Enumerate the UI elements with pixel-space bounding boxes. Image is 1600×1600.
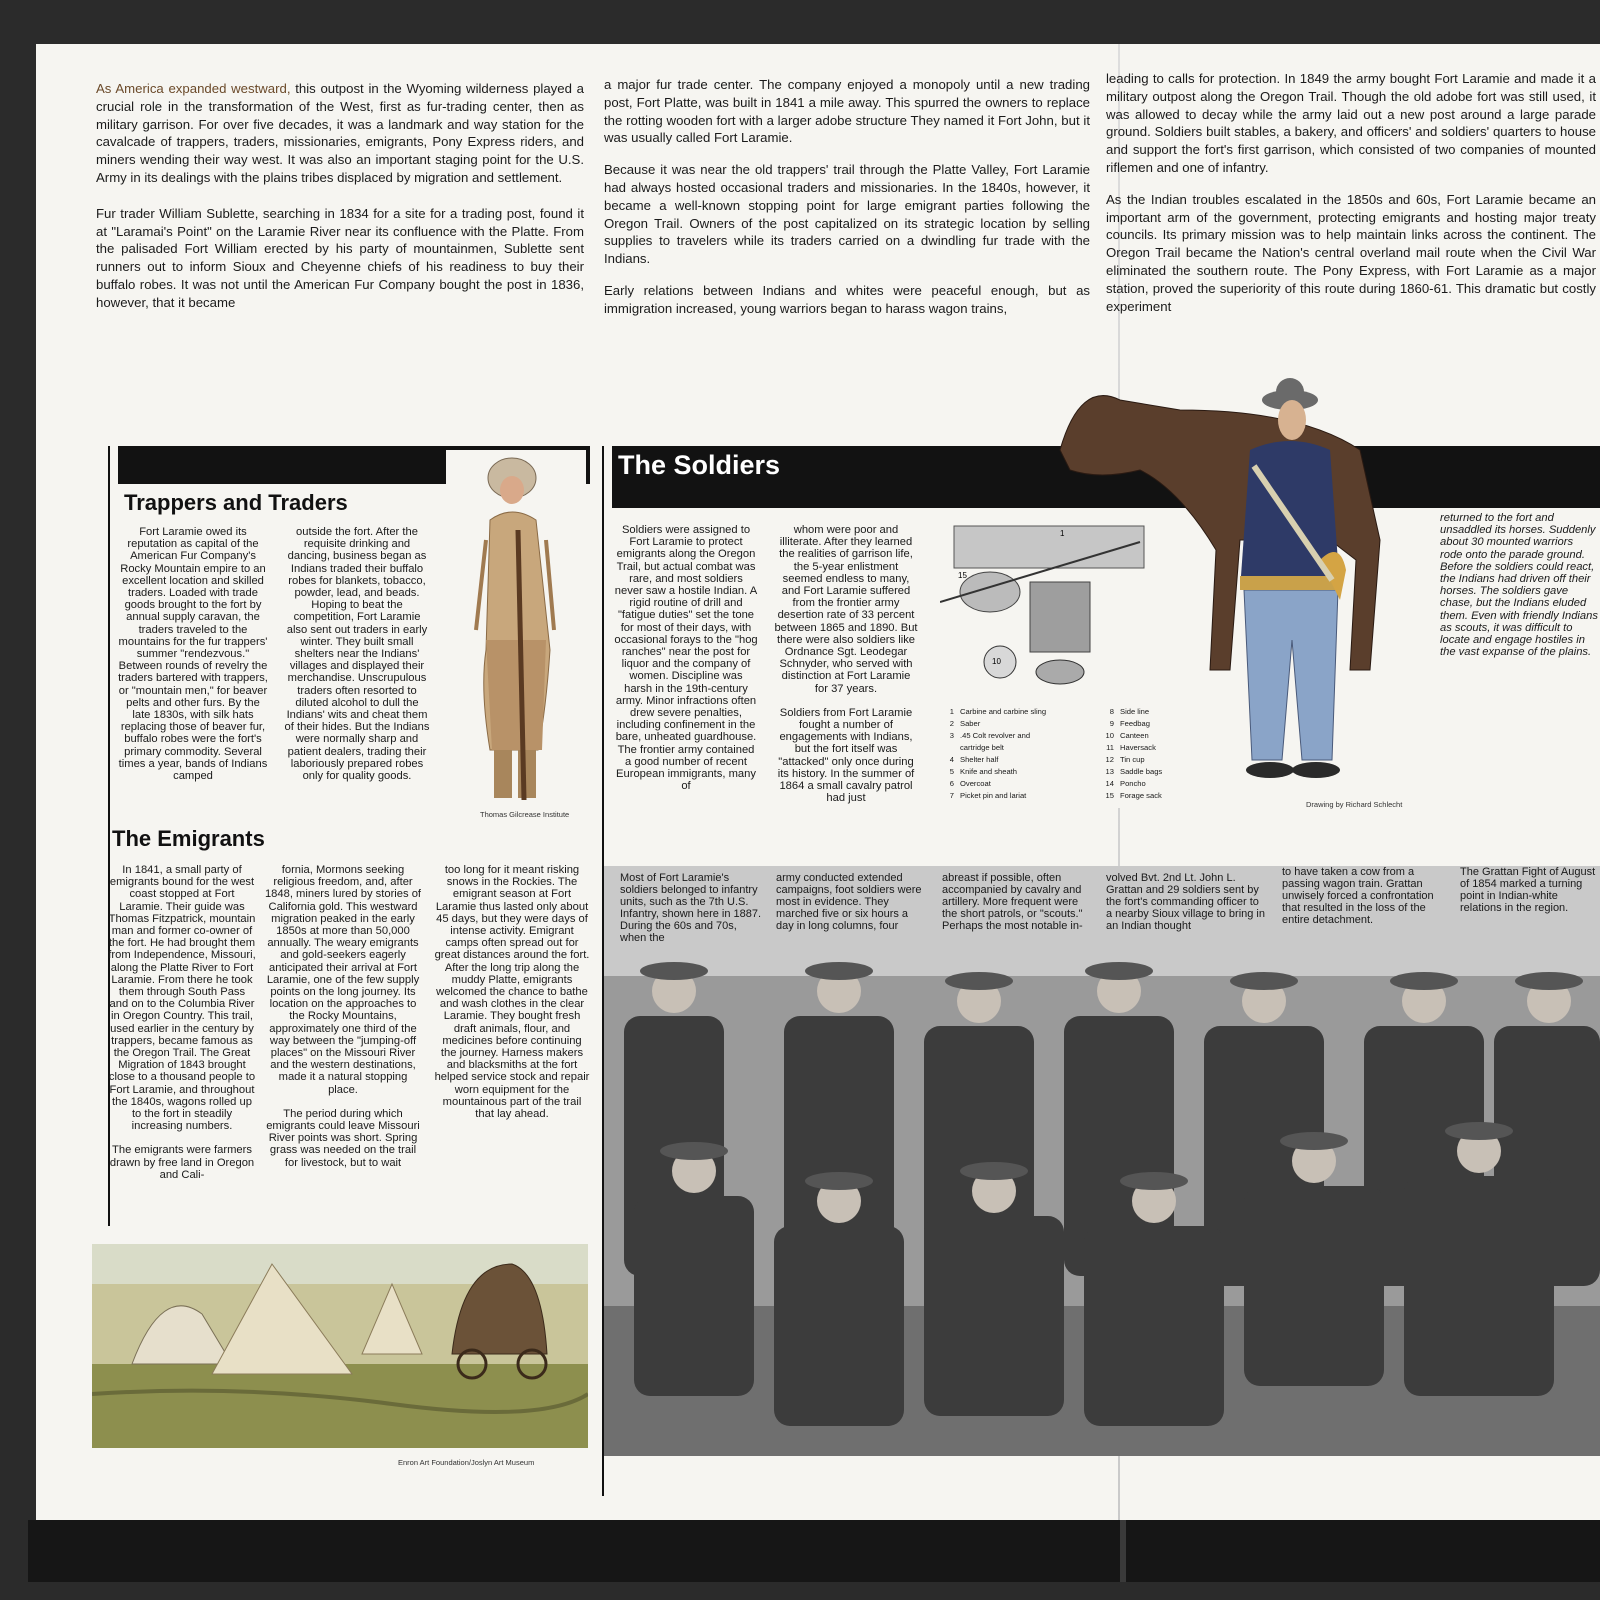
- legend-item: [940, 790, 1046, 802]
- legend-label: Picket pin and lariat: [960, 791, 1027, 800]
- legend-number: 12: [1105, 755, 1114, 764]
- intro-paragraph-7: As the Indian troubles escalated in the 1850s and 60s, Fort Laramie became an important arm of the government, protecting emigrants and hosting major treaty councils. Its primary mission was to help maintain links across the continent. The Oregon Trail became the Nation's central overland mail route when the Civil War eliminated the southern route. The Pony Express, with Fort Laramie as a major station, proved the superiority of this route during 1860-61. This dramatic but costly experiment: [1106, 191, 1596, 314]
- legend-number: 7: [949, 791, 954, 800]
- emigrants-column-b-text: fornia, Mormons seeking religious freedom, and, after 1848, miners lured by stories of California gold. This westward migration peaked in the early 1850s at more than 50,000 annually. The weary emigrants and gold-seekers eagerly anticipated their arrival at Fort Laramie, one of the few supply points on the long journey. Its location on the approaches to the Rocky Mountains, approximately one third of the way between the "jumping-off places" on the Missouri River and the western destinations, made it a natural stopping place.: [264, 864, 422, 1096]
- legend-label: .45 Colt revolver and: [960, 731, 1031, 740]
- soldiers-column-b-text: whom were poor and illiterate. After they learned the realities of garrison life, the 5-year enlistment seemed endless to many, and Fort Laramie suffered from the frontier army desertion rate of 33 percent between 1865 and 1890. But there were also soldiers like Ordnance Sgt. Leodegar Schnyder, who served with distinction at Fort Laramie for 37 years.: [774, 524, 918, 695]
- legend-label: Tin cup: [1120, 755, 1145, 764]
- emigrants-column-a: [108, 864, 256, 1181]
- intro-paragraph-5: Early relations between Indians and whites were peaceful enough, but as immigration increased, young warriors began to harass wagon trains,: [604, 282, 1090, 316]
- legend-label: Saddle bags: [1120, 767, 1163, 776]
- legend-number: 15: [1105, 791, 1114, 800]
- emigrants-column-b-text-2: The period during which emigrants could leave Missouri River points was short. Spring grass was needed on the trail for livestock, but to wait: [266, 1107, 420, 1169]
- soldiers-column-c: returned to the fort and unsaddled its horses. Suddenly about 30 mounted warriors rode onto the parade ground. Before the soldiers could react, the Indians had driven off their horses. The soldiers gave chase, but the Indians eluded them. Even with friendly Indians as scouts, it was difficult to locate and engage hostiles in the vast expanse of the plains.: [1440, 512, 1598, 659]
- legend-label: Shelter half: [960, 755, 999, 764]
- soldiers-heading: The Soldiers: [618, 450, 781, 480]
- intro-column-1: [96, 80, 584, 326]
- legend-number: 5: [949, 767, 954, 776]
- emigrants-heading: The Emigrants: [112, 826, 265, 851]
- intro-column-3: [1106, 70, 1596, 354]
- legend-label: Forage sack: [1120, 791, 1162, 800]
- intro-paragraph-3: a major fur trade center. The company enjoyed a monopoly until a new trading post, Fort Platte, was built in 1841 a mile away. This spurred the owners to replace the rotting wooden fort with a larger adobe structure They named it Fort John, but it was usually called Fort Laramie.: [604, 77, 1090, 146]
- trapper-illustration: [446, 450, 586, 810]
- legend-number: 11: [1106, 743, 1114, 752]
- svg-text:15: 15: [958, 571, 967, 580]
- legend-number: 1: [949, 707, 954, 716]
- intro-paragraph-4: Because it was near the old trappers' trail through the Platte Valley, Fort Laramie had always hosted occasional traders and missionaries. In the 1840s, however, it became a well-known stopping point for large emigrant parties following the Oregon Trail. Owners of the post capitalized on its strategic location by selling supplies to travelers while its traders carried on a dwindling fur trade with the Indians.: [604, 162, 1090, 267]
- intro-lead-phrase: As America expanded westward,: [96, 81, 291, 96]
- legend-label: Feedbag: [1120, 719, 1150, 728]
- infantry-group-photo: [604, 866, 1600, 1456]
- bottom-dark-band: [28, 1520, 1600, 1582]
- legend-label: Side line: [1120, 707, 1150, 716]
- legend-item: [940, 742, 1046, 754]
- legend-label: Canteen: [1120, 731, 1149, 740]
- legend-number: 13: [1105, 767, 1114, 776]
- intro-lead-rest: this outpost in the Wyoming wilderness played a crucial role in the transformation of the West, first as fur-trading center, then as military garrison. For over five decades, it was a landmark and way station for the cavalcade of trappers, traders, missionaries, emigrants, Pony Express riders, and miners wending their way west. It was also an important staging point for the U.S. Army in its dealings with the plains tribes displaced by migration and settlement.: [96, 81, 584, 185]
- intro-paragraph-2: Fur trader William Sublette, searching in 1834 for a site for a trading post, found it at "Laramai's Point" on the Laramie River near its confluence with the Platte. From the palisaded Fort William erected by his party of mountainmen, Sublette sent runners out to inform Sioux and Cheyenne chiefs of his readiness to buy their buffalo robes. It was not until the American Fur Company bought the post in 1836, however, that it became: [96, 205, 584, 310]
- trappers-column-b: outside the fort. After the requisite drinking and dancing, business began as Indians traded their buffalo robes for blankets, tobacco, powder, lead, and beads. Hoping to beat the competition, Fort Laramie also sent out traders in early winter. They built small shelters near the Indians' villages and displayed their merchandise. Unscrupulous traders often resorted to diluted alcohol to dull the Indians' wits and cheat them of their hides. But the Indians were normally sharp and patient dealers, trading their laboriously prepared robes only for quality goods.: [284, 526, 430, 783]
- legend-number: 9: [1109, 719, 1114, 728]
- photo-caption-5: to have taken a cow from a passing wagon train. Grattan unwisely forced a confrontation that resulted in the loss of the entire detachment.: [1282, 866, 1434, 926]
- photo-caption-6: The Grattan Fight of August of 1854 marked a turning point in Indian-white relations in the region.: [1460, 866, 1596, 914]
- emigrants-column-a-text: In 1841, a small party of emigrants bound for the west coast stopped at Fort Laramie. Their guide was Thomas Fitzpatrick, mountain man and former co-owner of the fort. He had brought them from Independence, Missouri, along the Platte River to Fort Laramie. From there he took them through South Pass and on to the Columbia River in Oregon Country. This trail, used earlier in the century by trappers, became famous as the Oregon Trail. The Great Migration of 1843 brought close to a thousand people to Fort Laramie, and throughout the 1840s, wagons rolled up to the fort in steadily increasing numbers.: [108, 864, 256, 1133]
- drawing-credit: Drawing by Richard Schlecht: [1306, 800, 1403, 809]
- intro-column-2: [604, 76, 1090, 332]
- soldiers-column-a: Soldiers were assigned to Fort Laramie to protect emigrants along the Oregon Trail, but actual combat was rare, and most soldiers never saw a hostile Indian. A rigid routine of drill and "fatigue duties" set the tone for most of their days, with occasional forays to the "hog ranches" near the post for liquor and the company of women. Discipline was harsh in the 19th-century army. Minor infractions often drew severe penalties, including confinement in the bare, unheated guardhouse. The frontier army contained a good number of recent European immigrants, many of: [614, 524, 758, 793]
- emigrant-camp-painting: [92, 1244, 588, 1448]
- cavalry-soldier-illustration: [1040, 340, 1460, 810]
- legend-label: Haversack: [1120, 743, 1156, 752]
- legend-label: Poncho: [1120, 779, 1146, 788]
- legend-item: [940, 766, 1046, 778]
- photo-caption-4: volved Bvt. 2nd Lt. John L. Grattan and 29 soldiers sent by the fort's commanding officer to a nearby Sioux village to bring in an Indian thought: [1106, 872, 1265, 932]
- soldiers-column-b-text-2: Soldiers from Fort Laramie fought a number of engagements with Indians, but the fort itself was "attacked" only once during its history. In the summer of 1864 a small cavalry patrol had just: [777, 706, 915, 805]
- legend-number: 2: [949, 719, 954, 728]
- emigrants-credit: Enron Art Foundation/Joslyn Art Museum: [398, 1458, 535, 1467]
- svg-text:1: 1: [1060, 529, 1065, 538]
- legend-number: 14: [1105, 779, 1114, 788]
- intro-lead-paragraph: [96, 80, 584, 187]
- svg-text:10: 10: [992, 657, 1001, 666]
- photo-caption-3: abreast if possible, often accompanied by cavalry and artillery. More frequent were the short patrols, or "scouts." Perhaps the most notable in-: [942, 872, 1083, 932]
- legend-number: 8: [1109, 707, 1114, 716]
- legend-label: Carbine and carbine sling: [960, 707, 1047, 716]
- trappers-heading: Trappers and Traders: [124, 490, 348, 515]
- emigrants-column-a-text-2: The emigrants were farmers drawn by free land in Oregon and Cali-: [109, 1144, 255, 1181]
- emigrants-column-c: too long for it meant risking snows in the Rockies. The emigrant season at Fort Laramie thus lasted only about 45 days, but they were days of intense activity. Emigrant camps often spread out for great distances around the fort. After the long trip along the muddy Platte, emigrants welcomed the chance to bathe and wash clothes in the clear Laramie. They bought fresh draft animals, flour, and medicines before continuing the journey. Harness makers and blacksmiths at the fort helped service stock and repair worn equipment for the mountainous part of the trail that lay ahead.: [434, 864, 590, 1121]
- trappers-column-a: Fort Laramie owed its reputation as capital of the American Fur Company's Rocky Mountain empire to an excellent location and skilled traders. Loaded with trade goods brought to the fort by annual supply caravan, the traders traveled to the mountains for the fur trappers' summer "rendezvous." Between rounds of revelry the traders bartered with trappers, or "mountain men," for beaver pelts and other furs. By the late 1830s, with silk hats replacing those of beaver fur, buffalo robes were the fort's primary commodity. Several times a year, bands of Indians camped: [118, 526, 268, 783]
- trappers-credit: Thomas Gilcrease Institute: [480, 810, 570, 819]
- legend-item: [940, 718, 1046, 730]
- emigrants-column-b: [264, 864, 422, 1169]
- legend-number: 4: [949, 755, 954, 764]
- legend-number: 10: [1105, 731, 1114, 740]
- equipment-legend-left: [940, 706, 1046, 802]
- infantry-photo-graphic: [604, 866, 1600, 1456]
- photo-caption-1: Most of Fort Laramie's soldiers belonged to infantry units, such as the 7th U.S. Infantry, shown here in 1887. During the 60s and 70s, when the: [620, 872, 762, 944]
- legend-number: 3: [949, 731, 954, 740]
- legend-item: [940, 730, 1046, 742]
- legend-item: [940, 754, 1046, 766]
- legend-number: [940, 742, 954, 754]
- photo-caption-2: army conducted extended campaigns, foot soldiers were most in evidence. They marched five or six hours a day in long columns, four: [776, 872, 922, 932]
- intro-paragraph-6: leading to calls for protection. In 1849 the army bought Fort Laramie and made it a military outpost along the Oregon Trail. Though the old adobe fort was still used, it was allowed to decay while the army laid out a new post around a large parade ground. Soldiers built stables, a bakery, and officers' and soldiers' quarters to house and support the fort's first garrison, which consisted of two companies of mounted riflemen and one of infantry.: [1106, 71, 1596, 175]
- legend-item: [940, 706, 1046, 718]
- legend-label: Saber: [960, 719, 981, 728]
- soldiers-column-b: [774, 524, 918, 804]
- legend-label: cartridge belt: [960, 743, 1004, 752]
- legend-label: Overcoat: [960, 779, 991, 788]
- legend-number: 6: [949, 779, 954, 788]
- legend-item: [940, 778, 1046, 790]
- bottom-crease: [1120, 1520, 1126, 1582]
- legend-label: Knife and sheath: [960, 767, 1017, 776]
